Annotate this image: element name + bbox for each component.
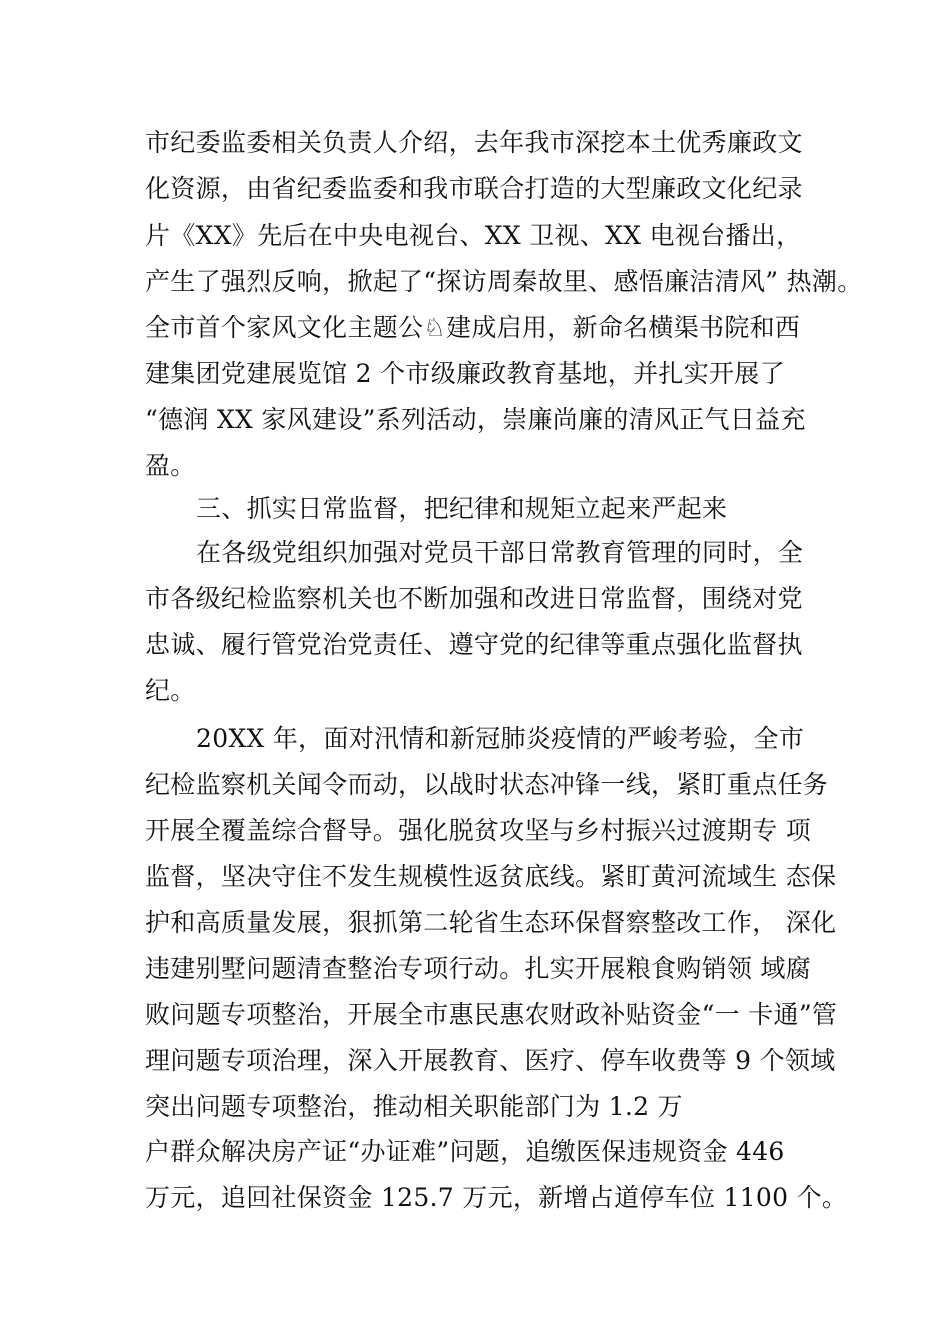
- paragraph-line: 市纪委监委相关负责人介绍，去年我市深挖本土优秀廉政文: [145, 128, 803, 157]
- paragraph-line: 在各级党组织加强对党员干部日常教育管理的同时，全: [196, 538, 804, 567]
- section-heading: 三、抓实日常监督，把纪律和规矩立起来严起来: [196, 494, 728, 523]
- paragraph-line: 户群众解决房产证“办证难”问题，追缴医保违规资金 446: [145, 1137, 785, 1166]
- paragraph-line: 纪。: [145, 676, 196, 705]
- paragraph-line: 万元，追回社保资金 125.7 万元，新增占道停车位 1100 个。: [145, 1183, 848, 1212]
- paragraph-line: 化资源，由省纪委监委和我市联合打造的大型廉政文化纪录: [145, 174, 803, 203]
- paragraph-line: “德润 XX 家风建设”系列活动，崇廉尚廉的清风正气日益充: [145, 405, 806, 434]
- paragraph-line: 纪检监察机关闻令而动，以战时状态冲锋一线，紧盯重点任务: [145, 770, 829, 799]
- paragraph-line: 理问题专项治理，深入开展教育、医疗、停车收费等 9 个领域: [145, 1046, 836, 1075]
- paragraph-line: 忠诚、履行管党治党责任、遵守党的纪律等重点强化监督执: [145, 630, 803, 659]
- paragraph-line: 20XX 年，面对汛情和新冠肺炎疫情的严峻考验，全市: [196, 724, 805, 753]
- paragraph-line: 护和高质量发展，狠抓第二轮省生态环保督察整改工作， 深化: [145, 908, 837, 937]
- paragraph-line: 监督，坚决守住不发生规模性返贫底线。紧盯黄河流域生 态保: [145, 862, 837, 891]
- paragraph-line: 全市首个家风文化主题公♘建成启用，新命名横渠书院和西: [145, 313, 801, 342]
- paragraph-line: 败问题专项整治，开展全市惠民惠农财政补贴资金“一 卡通”管: [145, 1000, 838, 1029]
- paragraph-line: 市各级纪检监察机关也不断加强和改进日常监督，围绕对党: [145, 584, 803, 613]
- paragraph-line: 建集团党建展览馆 2 个市级廉政教育基地，并扎实开展了: [145, 359, 785, 388]
- paragraph-line: 片《XX》先后在中央电视台、XX 卫视、XX 电视台播出，: [145, 221, 802, 250]
- paragraph-line: 违建别墅问题清查整治专项行动。扎实开展粮食购销领 域腐: [145, 954, 812, 983]
- paragraph-line: 开展全覆盖综合督导。强化脱贫攻坚与乡村振兴过渡期专 项: [145, 816, 812, 845]
- paragraph-line: 盈。: [145, 451, 196, 480]
- paragraph-line: 突出问题专项整治，推动相关职能部门为 1.2 万: [145, 1092, 683, 1121]
- paragraph-line: 产生了强烈反响，掀起了“探访周秦故里、感悟廉洁清风” 热潮。: [145, 267, 863, 296]
